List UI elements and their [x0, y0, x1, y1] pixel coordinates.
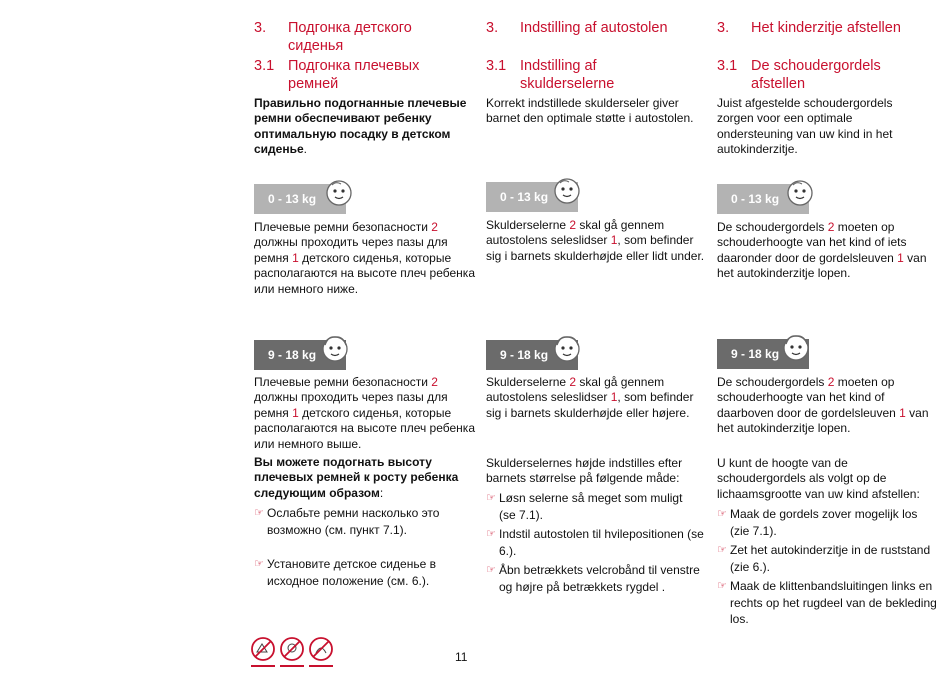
step-arrow-icon: ☞ — [717, 508, 727, 520]
text-0-13kg: Skulderselerne 2 skal gå gennem autostolens seleslidser 1, som befinder sig i barnets skulderhøjde eller lidt under. — [486, 218, 705, 263]
child-face-icon — [320, 334, 350, 364]
section-heading-3: 3. Подгонка детского сиденья — [254, 19, 479, 55]
weight-badge-9-18: 9 - 18 kg — [717, 339, 809, 369]
baby-face-icon — [324, 178, 354, 208]
child-face-icon — [552, 334, 582, 364]
step-arrow-icon: ☞ — [486, 492, 496, 504]
no-airbag-icon — [280, 638, 304, 667]
adjust-intro: U kunt de hoogte van de schoudergordels als volgt op de lichaamsgrootte van uw kind afstellen: — [717, 456, 920, 501]
section-heading-3: 3. Indstilling af autostolen — [486, 19, 711, 37]
text-0-13kg: De schoudergordels 2 moeten op schouderhoogte van het kind of iets daaronder door de gordelsleuven 1 van het autokinderzitje lopen. — [717, 220, 927, 281]
subsection-title: De schoudergordels afstellen — [751, 58, 881, 92]
step-arrow-icon: ☞ — [717, 580, 727, 592]
text-9-18kg: De schoudergordels 2 moeten op schouderhoogte van het kind of daarboven door de gordelsleuven 1 van het autokinderzitje lopen. — [717, 375, 929, 436]
step-arrow-icon: ☞ — [486, 564, 496, 576]
weight-badge-0-13: 0 - 13 kg — [717, 184, 809, 214]
section-heading-3-1: 3.1 Indstilling af skulderselerne — [486, 57, 711, 93]
intro-paragraph: Правильно подогнанные плечевые ремни обеспечивают ребенку оптимальную посадку в детском сиденье. — [254, 96, 467, 157]
baby-face-icon — [552, 176, 582, 206]
weight-badge-9-18: 9 - 18 kg — [486, 340, 578, 370]
step-arrow-icon: ☞ — [254, 558, 264, 570]
baby-face-icon — [785, 178, 815, 208]
intro-paragraph: Korrekt indstillede skulderseler giver barnet den optimale støtte i autostolen. — [486, 96, 694, 126]
section-heading-3: 3. Het kinderzitje afstellen — [717, 19, 942, 37]
page-number: 11 — [455, 650, 468, 664]
no-belt-icon — [309, 638, 333, 667]
subsection-title: Подгонка плечевых ремней — [288, 58, 420, 92]
section-heading-3-1: 3.1 De schoudergordels afstellen — [717, 57, 942, 93]
subsection-title: Indstilling af skulderselerne — [520, 58, 615, 92]
child-face-icon — [781, 333, 811, 363]
weight-badge-0-13: 0 - 13 kg — [486, 182, 578, 212]
adjust-intro: Вы можете подогнать высоту плечевых ремней к росту ребенка следующим образом: — [254, 455, 459, 500]
section-heading-3-1: 3.1 Подгонка плечевых ремней — [254, 57, 479, 93]
section-title: Het kinderzitje afstellen — [751, 20, 901, 36]
no-seat-icon — [251, 638, 275, 667]
adjust-intro: Skulderselernes højde indstilles efter barnets størrelse på følgende måde: — [486, 456, 683, 486]
step-arrow-icon: ☞ — [717, 544, 727, 556]
weight-badge-9-18: 9 - 18 kg — [254, 340, 346, 370]
text-9-18kg: Skulderselerne 2 skal gå gennem autostolens seleslidser 1, som befinder sig i barnets skulderhøjde eller højere. — [486, 375, 694, 420]
intro-paragraph: Juist afgestelde schoudergordels zorgen voor een optimale ondersteuning van uw kind in het autokinderzitje. — [717, 96, 893, 157]
weight-badge-0-13: 0 - 13 kg — [254, 184, 346, 214]
step-arrow-icon: ☞ — [254, 507, 264, 519]
text-0-13kg: Плечевые ремни безопасности 2 должны проходить через пазы для ремня 1 детского сиденья, которые располагаются на высоте плеч ребенка или немного ниже. — [254, 220, 475, 296]
section-title: Подгонка детского сиденья — [288, 20, 412, 54]
text-9-18kg: Плечевые ремни безопасности 2 должны проходить через пазы для ремня 1 детского сиденья, которые располагаются на высоте плеч ребенка или немного выше. — [254, 375, 475, 451]
step-arrow-icon: ☞ — [486, 528, 496, 540]
section-title: Indstilling af autostolen — [520, 20, 668, 36]
warning-icons — [250, 636, 340, 674]
